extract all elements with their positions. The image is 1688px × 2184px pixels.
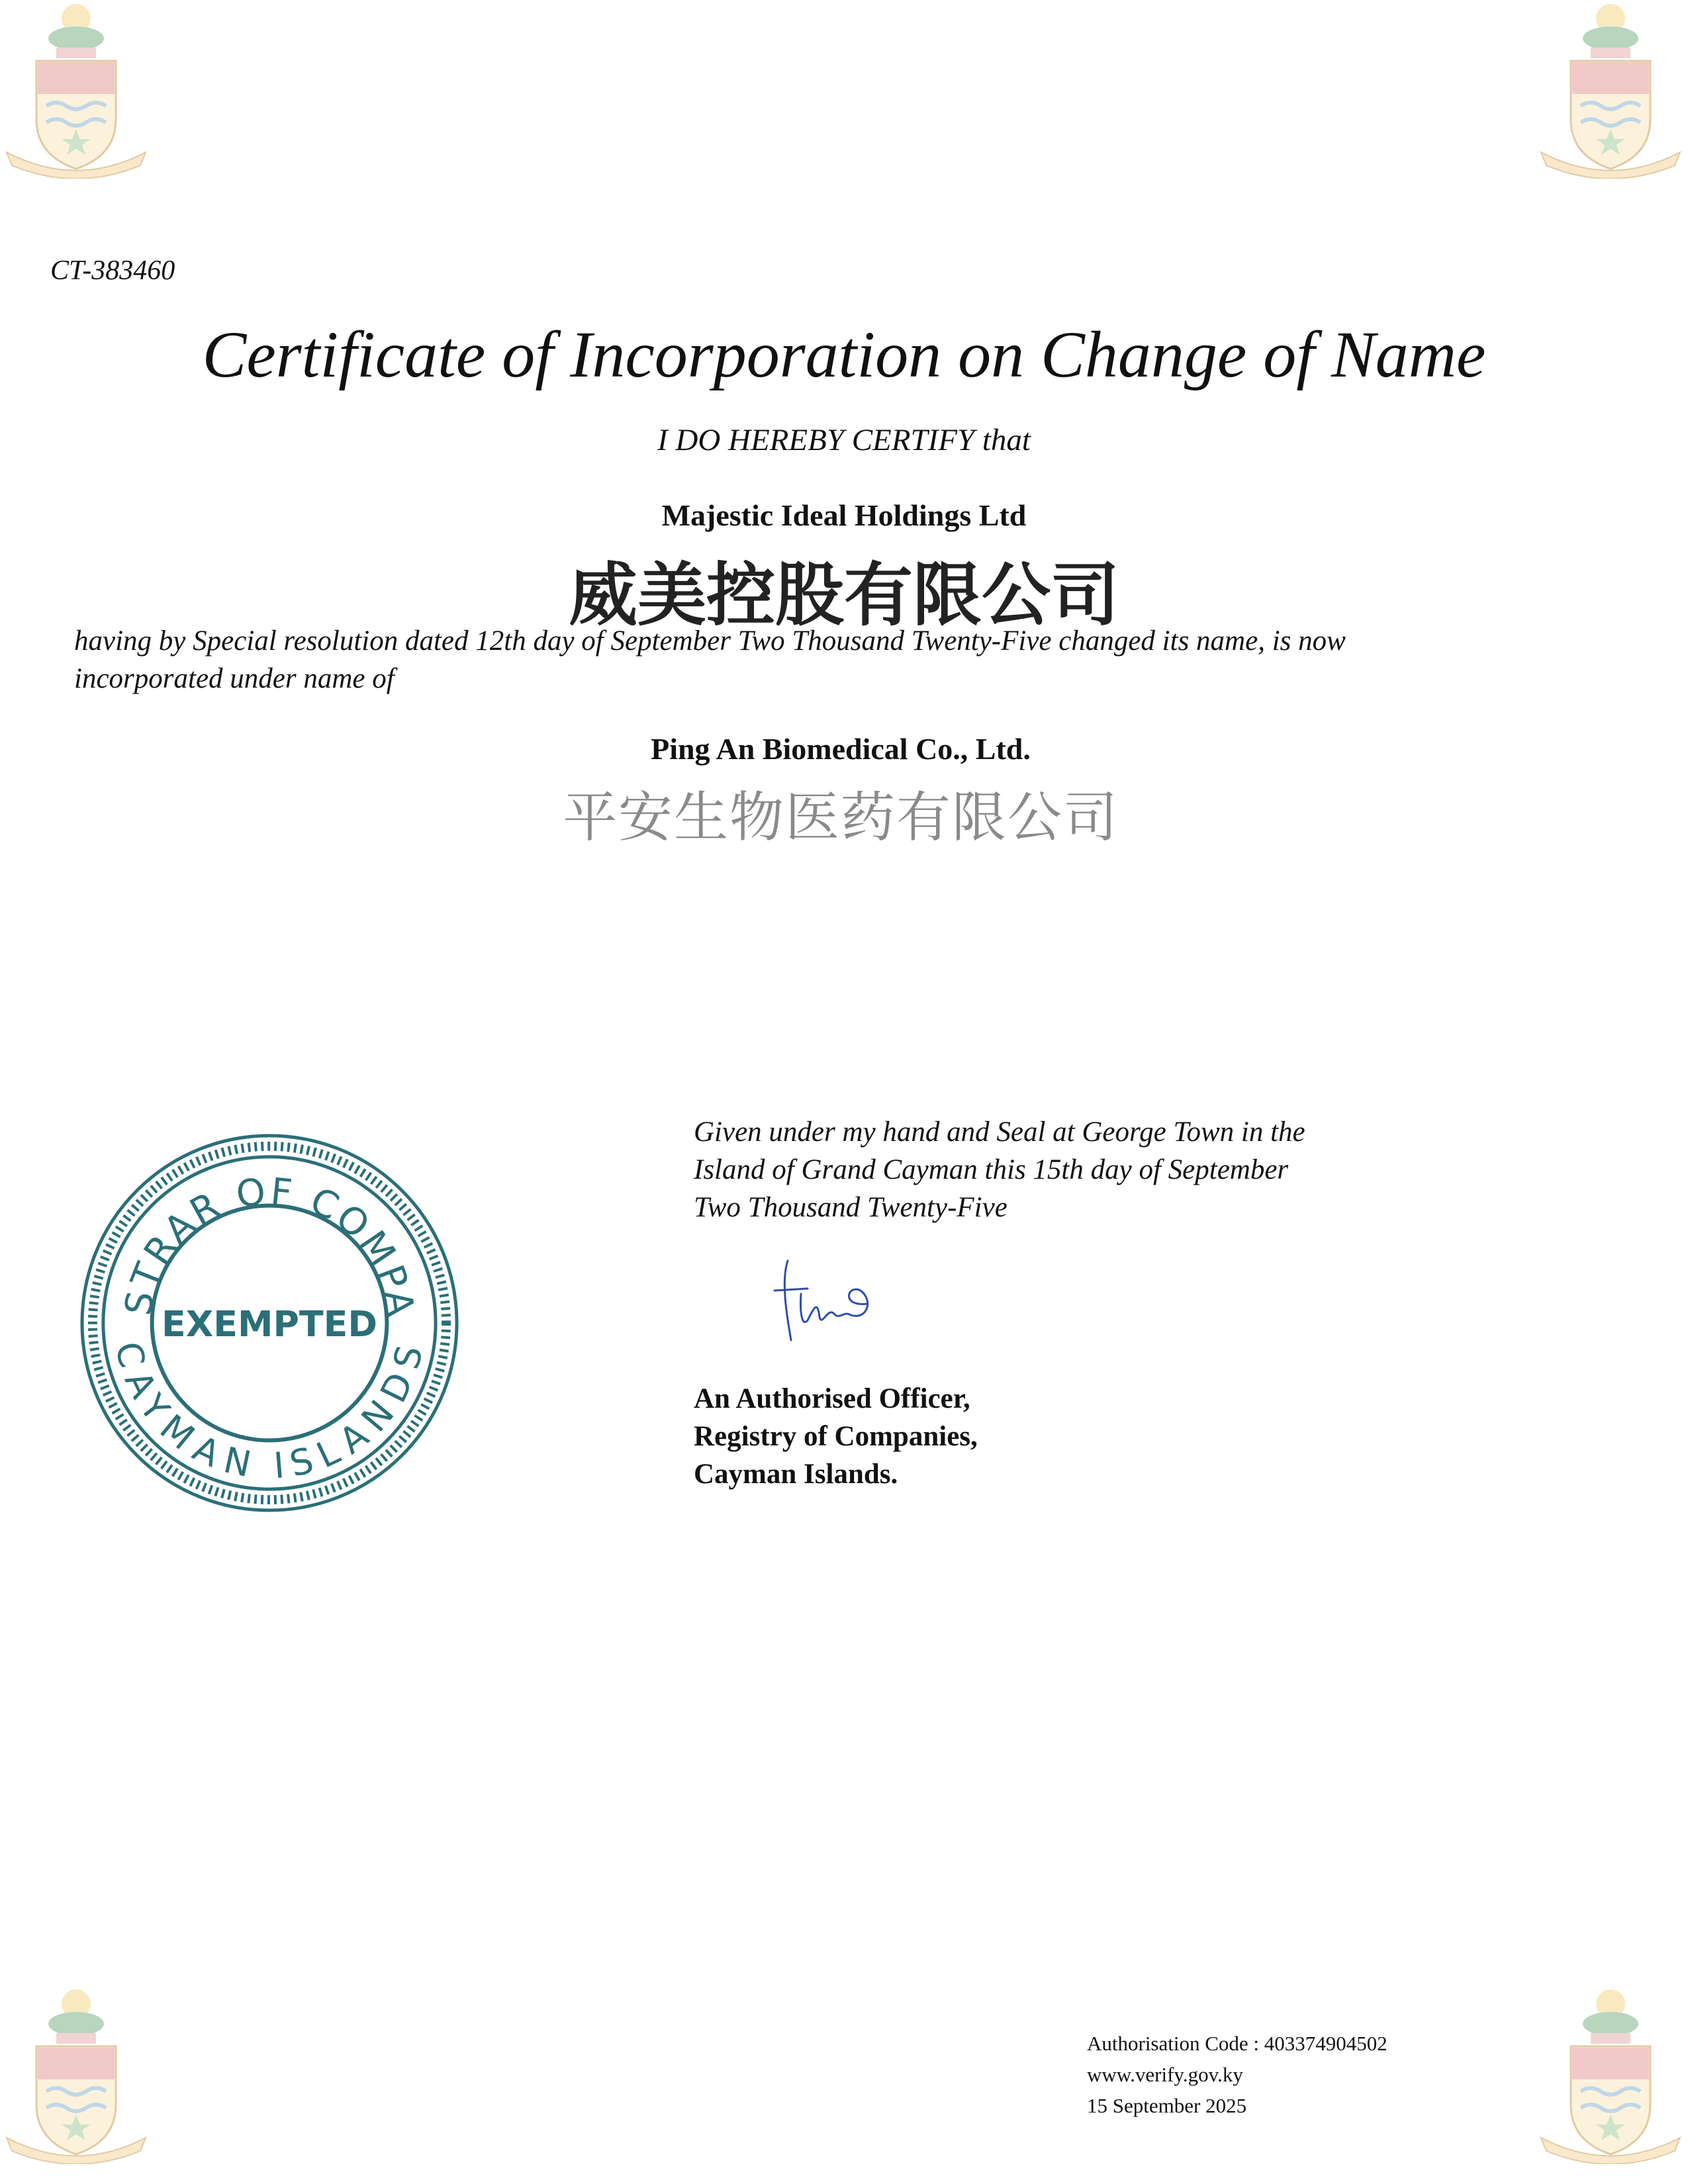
given-under-seal-text xyxy=(694,1113,1488,1226)
officer-line: Cayman Islands. xyxy=(694,1459,898,1490)
svg-text:REGISTRAR OF COMPANIES xyxy=(78,1132,422,1321)
verify-website: www.verify.gov.ky xyxy=(1087,2063,1243,2086)
former-name-english: Majestic Ideal Holdings Ltd xyxy=(661,498,1027,532)
resolution-line: having by Special resolution dated 12th day of September Two Thousand Twenty-Five changed its name, is now xyxy=(74,625,1346,657)
seal-center-text: EXEMPTED xyxy=(161,1302,378,1345)
resolution-text xyxy=(74,622,1630,698)
certificate-title: Certificate of Incorporation on Change of Name xyxy=(202,318,1486,391)
given-line: Given under my hand and Seal at George Town in the xyxy=(694,1116,1305,1148)
signature-icon xyxy=(761,1254,880,1347)
issue-date: 15 September 2025 xyxy=(1087,2094,1247,2117)
coat-of-arms-top-right xyxy=(1534,0,1687,179)
seal-top-text: STRAR OF COMPA xyxy=(117,1169,423,1322)
former-name-chinese: 威美控股有限公司 xyxy=(568,555,1119,635)
coat-of-arms-bottom-right xyxy=(1534,1985,1687,2164)
registrar-seal xyxy=(78,1132,461,1514)
officer-line: An Authorised Officer, xyxy=(694,1383,970,1414)
new-name-chinese: 平安生物医药有限公司 xyxy=(562,786,1119,849)
coat-of-arms-icon xyxy=(1534,0,1687,179)
given-line: Island of Grand Cayman this 15th day of September xyxy=(694,1154,1289,1185)
officer-signature xyxy=(761,1254,880,1347)
officer-block xyxy=(694,1380,978,1493)
given-line: Two Thousand Twenty-Five xyxy=(694,1192,1008,1223)
seal-stamp-icon xyxy=(78,1132,461,1514)
coat-of-arms-bottom-left xyxy=(0,1985,152,2164)
authorisation-code: Authorisation Code : 403374904502 xyxy=(1087,2032,1387,2055)
officer-line: Registry of Companies, xyxy=(694,1421,978,1452)
coat-of-arms-icon xyxy=(0,1985,152,2164)
seal-bottom-text: CAYMAN ISLANDS xyxy=(107,1338,432,1487)
svg-text:CAYMAN ISLANDS xyxy=(107,1338,432,1486)
verification-footer xyxy=(1087,2028,1387,2121)
certificate-number: CT-383460 xyxy=(50,255,175,286)
coat-of-arms-icon xyxy=(0,0,152,179)
resolution-line: incorporated under name of xyxy=(74,663,395,694)
coat-of-arms-top-left xyxy=(0,0,152,179)
coat-of-arms-icon xyxy=(1534,1985,1687,2164)
certify-line: I DO HEREBY CERTIFY that xyxy=(657,423,1031,457)
new-name-english: Ping An Biomedical Co., Ltd. xyxy=(651,732,1031,766)
